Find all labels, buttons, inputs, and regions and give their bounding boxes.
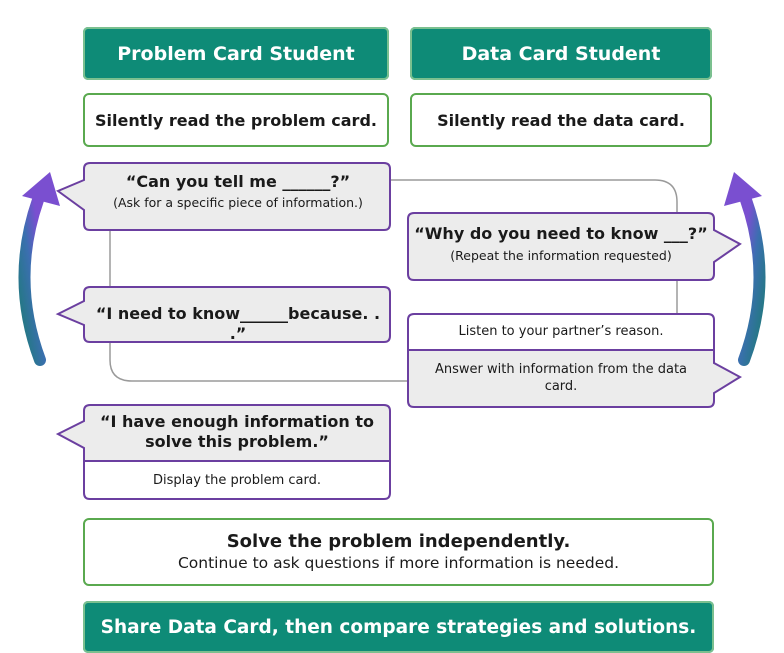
data-card-student-label: Data Card Student [461,42,661,65]
enough-quote: “I have enough information to solve this problem.” [99,412,375,451]
listen-step: Listen to your partner’s reason. [458,324,664,339]
ask-note: (Ask for a specific piece of information.) [113,195,363,210]
need-quote: “I need to know______because. . .” [95,304,381,343]
read-data-text: Silently read the data card. [437,110,685,130]
solve-title: Solve the problem independently. [226,531,571,552]
solve-note: Continue to ask questions if more information is needed. [177,554,620,572]
share-text: Share Data Card, then compare strategies and solutions. [100,616,697,638]
ask-quote: “Can you tell me ______?” [125,172,351,191]
display-step: Display the problem card. [152,473,322,488]
enough-step [96,412,378,452]
share-banner [83,601,714,653]
why-quote: “Why do you need to know ___?” [414,224,708,243]
answer-step: Answer with information from the data card. [434,362,688,394]
right-curved-up-arrow-icon [724,172,762,360]
why-note: (Repeat the information requested) [450,248,672,263]
need-step [88,304,388,344]
solve-step [83,518,714,586]
left-curved-up-arrow-icon [22,172,60,360]
read-problem-text: Silently read the problem card. [95,110,377,130]
why-step [414,224,708,264]
ask-step [92,172,384,211]
problem-card-student-label: Problem Card Student [117,42,355,65]
